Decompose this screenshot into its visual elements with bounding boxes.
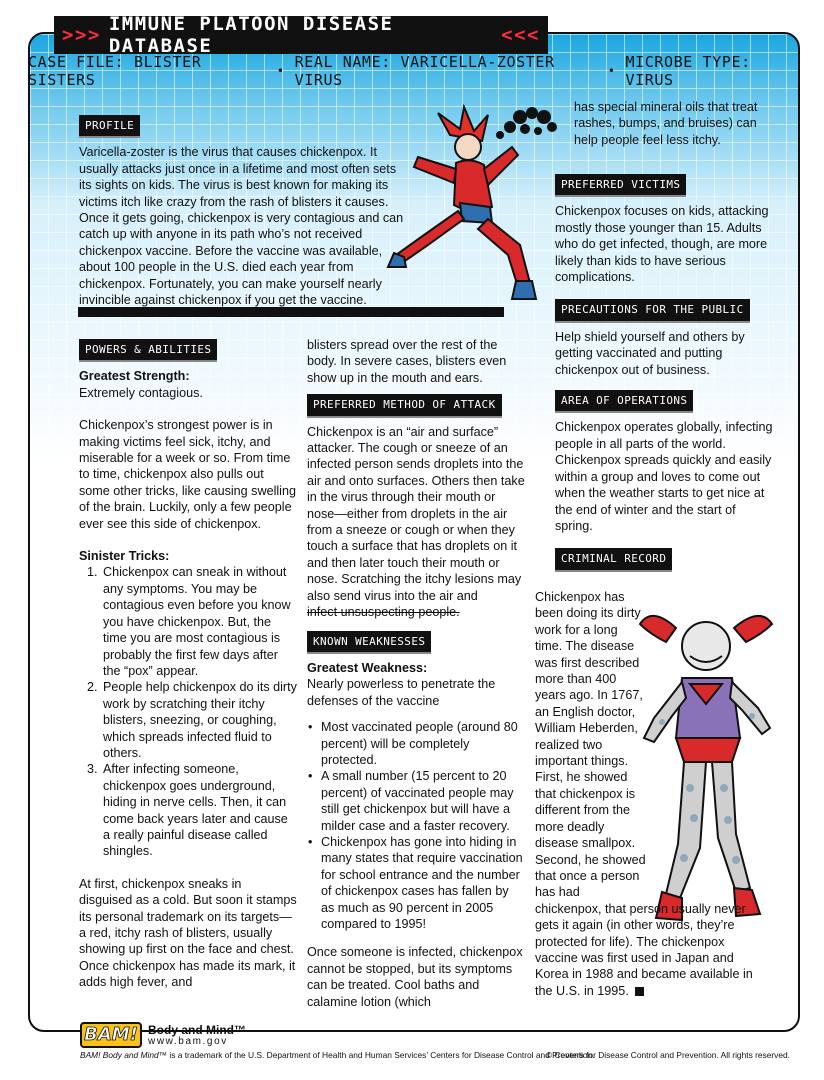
real-name: REAL NAME: VARICELLA-ZOSTER VIRUS: [294, 53, 555, 89]
trademark-note: [80, 1050, 595, 1060]
tricks-list: [79, 564, 297, 859]
powers-label: POWERS & ABILITIES: [79, 339, 217, 362]
website-url: www.bam.gov: [148, 1036, 228, 1047]
right-column: [555, 174, 773, 578]
treatment-continued: [574, 99, 770, 148]
smoke-puff-icon: [496, 107, 557, 139]
case-file-line: [28, 53, 800, 89]
separator-dot: •: [607, 64, 616, 78]
weakness-heading: Greatest Weakness:: [307, 660, 428, 675]
footer: [80, 1022, 800, 1072]
trademark-brand: BAM! Body and Mind™: [80, 1050, 168, 1060]
disguise-paragraph: At first, chickenpox sneaks in disguised as a cold. But soon it stamps its personal trademark on its targets—a red, itchy rash of blisters, usually showing up first on the face and chest. Once chickenpox has made its mark, it adds high fever, and: [79, 876, 297, 990]
precautions-label: PRECAUTIONS FOR THE PUBLIC: [555, 299, 750, 322]
list-item: • A small number (15 percent to 20 percent) of vaccinated people may still get chickenpox but will have a milder case and a faster recovery.: [321, 768, 525, 834]
case-file: CASE FILE: BLISTER SISTERS: [28, 53, 202, 89]
separator-dot: •: [276, 64, 285, 78]
list-item: • Most vaccinated people (around 80 percent) will be completely protected.: [321, 719, 525, 768]
operations-label: AREA OF OPERATIONS: [555, 390, 693, 413]
tricks-heading: Sinister Tricks:: [79, 549, 170, 564]
record-text: Chickenpox has been doing its dirty work for a long time. The disease was first described more than 400 years ago. In 1767, an English doctor, William Heberden, realized two important things. First, he showed that chickenpox is different from the more deadly disease smallpox. Second, he showed that once a person has had chickenpox, that person usually never gets it again (in other words, they’re protected for life). The chickenpox vaccine was first used in Japan and Korea in 1988 and became available in the U.S. in 1995.: [535, 590, 753, 998]
title-chevrons-left: >>>: [62, 24, 101, 46]
list-item: 3. After infecting someone, chickenpox goes underground, hiding in nerve cells. Then, it can come back years later and cause a really painful disease called shingles.: [101, 761, 297, 859]
powers-section: [79, 339, 297, 991]
bam-logo: BAM!: [80, 1022, 142, 1048]
record-section: [535, 589, 765, 999]
attack-text: Chickenpox is an “air and surface” attacker. The cough or sneeze of an infected person sends droplets into the air and onto surfaces. Others then take in the virus through their mouth or nose—either from droplets in the air from a sneeze or cough or when they touch a surface that has droplets on it and then later touch their mouth or nose. Scratching the itchy lesions may also send virus into the air and: [307, 424, 525, 603]
attack-label: PREFERRED METHOD OF ATTACK: [307, 394, 502, 417]
page-title: [54, 13, 548, 57]
title-chevrons-right: <<<: [501, 24, 540, 46]
profile-section: [79, 115, 409, 308]
copyright-note: © Centers for Disease Control and Prevention. All rights reserved.: [545, 1050, 790, 1060]
powers-paragraph: Chickenpox’s strongest power is in making victims feel sick, itchy, and miserable for a week or so. From time to time, chickenpox also pulls out some other tricks, like causing swelling of the brain. Luckily, only a few people ever see this side of chickenpox.: [79, 418, 296, 531]
precautions-text: Help shield yourself and others by getting vaccinated and putting chickenpox out of business.: [555, 329, 745, 377]
profile-text: Varicella-zoster is the virus that causes chickenpox. It usually attacks just once in a lifetime and most often sets its sights on kids. The virus is best known for making its victims itch like crazy from the rash of blisters it causes. Once it gets going, chickenpox is very contagious and can catch up with anyone in its path who’s not received chickenpox vaccine. Before the vaccine was available, about 100 people in the U.S. died each year from chickenpox. Fortunately, you can make yourself nearly invincible against chickenpox if you get the vaccine.: [79, 145, 404, 308]
strength-heading: Greatest Strength:: [79, 369, 190, 384]
trademark-text: is a trademark of the U.S. Department of Health and Human Services’ Centers for Disease Control and Prevention.: [167, 1050, 595, 1060]
victims-label: PREFERRED VICTIMS: [555, 174, 686, 197]
list-item: 2. People help chickenpox do its dirty work by scratching their itchy blisters, sneezing, or coughing, which spreads infected fluid to others.: [101, 679, 297, 761]
record-label: CRIMINAL RECORD: [555, 548, 672, 571]
list-item: 1. Chickenpox can sneak in without any symptoms. You may be contagious even before you know you have chickenpox. But, the time you are most contagious is probably the first few days after the “pox” appear.: [101, 564, 297, 679]
section-divider: [78, 307, 504, 317]
treatment-text-continued: has special mineral oils that treat rashes, bumps, and bruises) can help people feel less itchy.: [574, 100, 758, 147]
brand-name: Body and Mind™: [148, 1023, 246, 1037]
end-mark-icon: [635, 987, 644, 996]
middle-column: [307, 337, 525, 1010]
weakness-intro: Nearly powerless to penetrate the defenses of the vaccine: [307, 677, 496, 708]
illustration-spacer: [647, 589, 765, 889]
operations-text: Chickenpox operates globally, infecting people in all parts of the world. Chickenpox spreads quickly and easily within a group and loves to come out when the weather starts to get nice at the end of winter and the start of spring.: [555, 420, 773, 533]
microbe-type: MICROBE TYPE: VIRUS: [625, 53, 751, 89]
treatment-text: Once someone is infected, chickenpox cannot be stopped, but its symptoms can be treated. Cool baths and calamine lotion (which: [307, 945, 523, 1009]
title-text: IMMUNE PLATOON DISEASE DATABASE: [108, 13, 394, 57]
attack-text-end: infect unsuspecting people.: [307, 605, 460, 620]
profile-label: PROFILE: [79, 115, 140, 138]
disguise-paragraph-continued: blisters spread over the rest of the body. In severe cases, blisters even show up in the mouth and ears.: [307, 338, 507, 385]
weakness-list: [307, 719, 525, 932]
victims-text: Chickenpox focuses on kids, attacking mostly those younger than 15. Adults who do get infected, though, are more likely than kids to have serious complications.: [555, 204, 769, 285]
weaknesses-label: KNOWN WEAKNESSES: [307, 631, 431, 654]
strength-text: Extremely contagious.: [79, 385, 203, 400]
list-item: • Chickenpox has gone into hiding in many states that require vaccination for school entrance and the number of chickenpox cases has fallen by as much as 90 percent in 2005 compared to 1995!: [321, 834, 525, 932]
